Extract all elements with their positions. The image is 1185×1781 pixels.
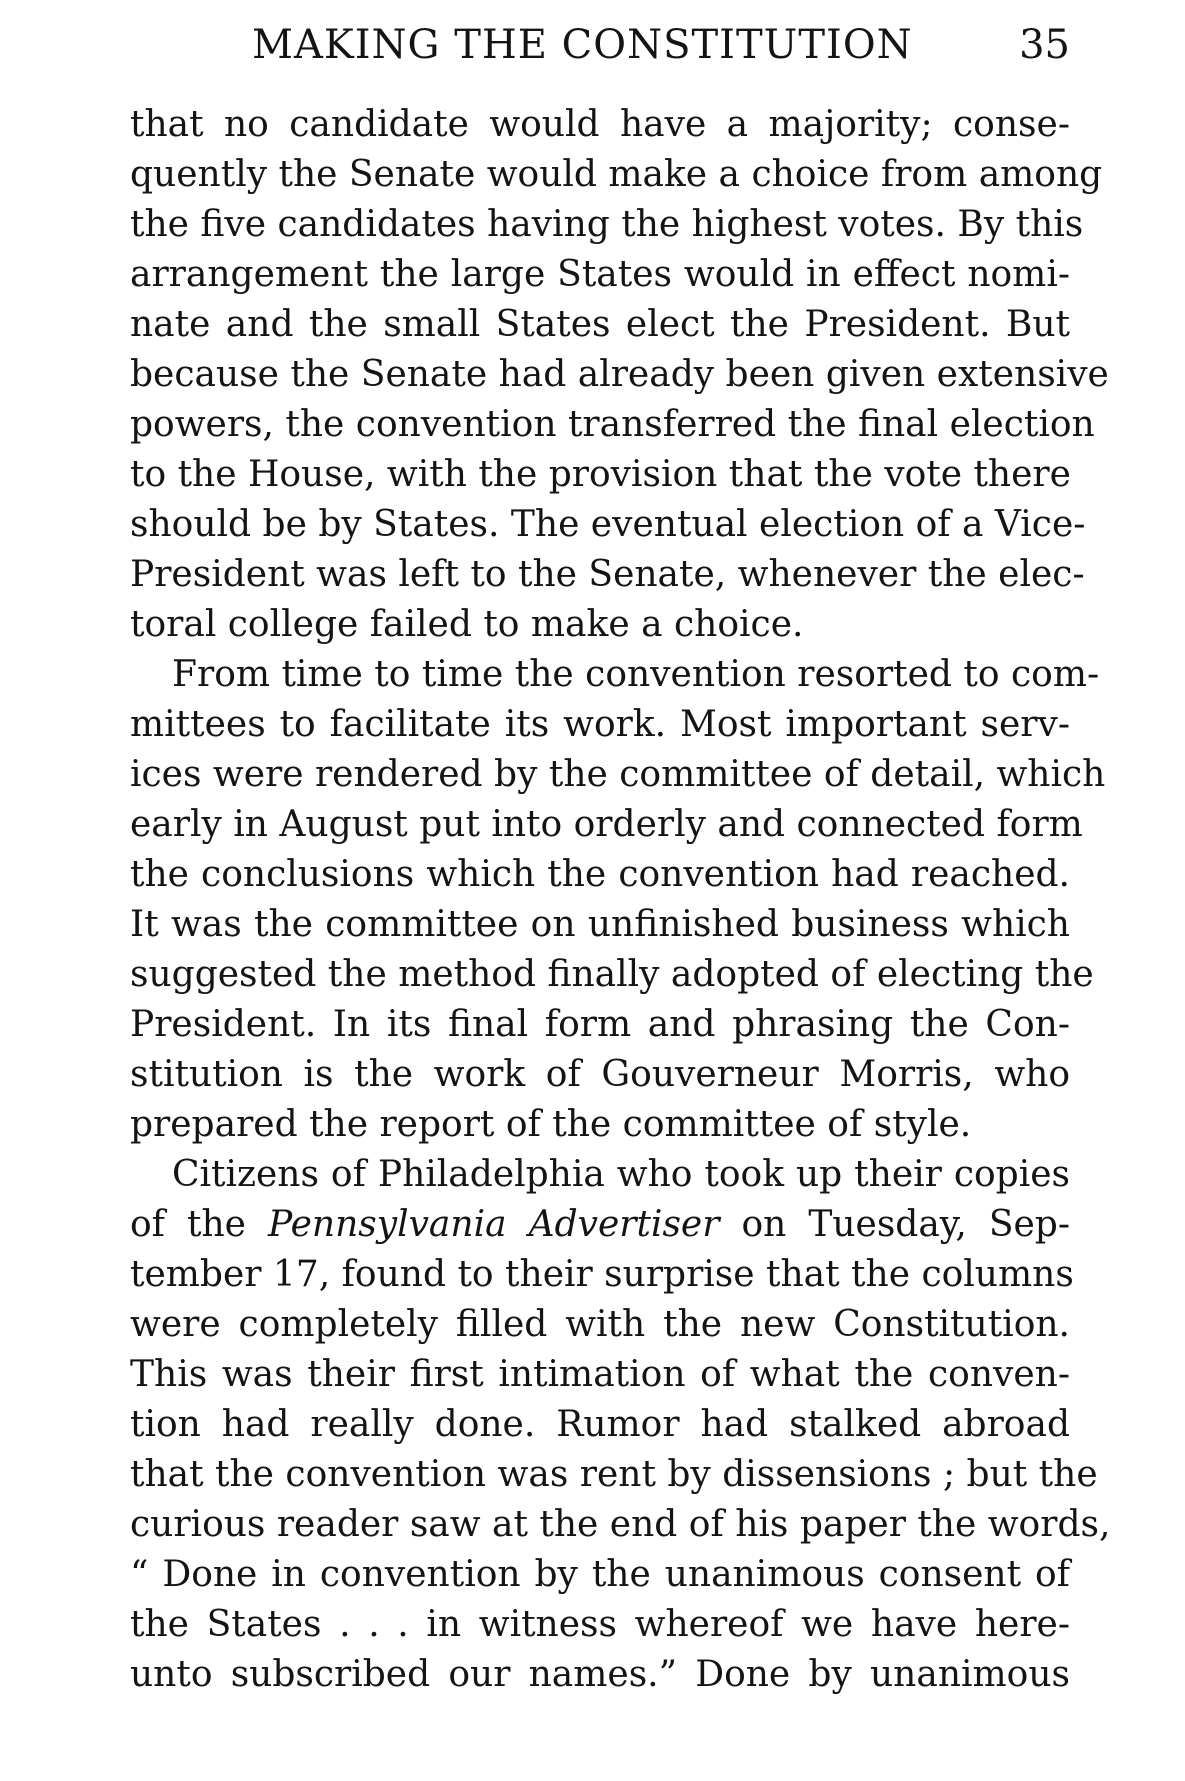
page-number: 35 <box>1019 22 1070 68</box>
text-line: President. In its final form and phrasing the Con- <box>130 1004 1070 1045</box>
text-line: Citizens of Philadelphia who took up their copies <box>172 1154 1070 1195</box>
text-line: stitution is the work of Gouverneur Morris, who <box>130 1054 1070 1095</box>
text-line: “ Done in convention by the unanimous consent of <box>130 1554 1070 1595</box>
text-line: tember 17, found to their surprise that the columns <box>130 1254 1074 1295</box>
text-line: curious reader saw at the end of his paper the words, <box>130 1504 1111 1545</box>
text-line: arrangement the large States would in effect nomi- <box>130 254 1070 295</box>
text-line: powers, the convention transferred the final election <box>130 404 1095 445</box>
text-line: This was their first intimation of what the conven- <box>130 1354 1070 1395</box>
text-line: that no candidate would have a majority; conse- <box>130 104 1070 145</box>
text-line: From time to time the convention resorted to com- <box>172 654 1100 695</box>
text-line: early in August put into orderly and connected form <box>130 804 1083 845</box>
text-line: that the convention was rent by dissensions ; but the <box>130 1454 1098 1495</box>
text-line: tion had really done. Rumor had stalked abroad <box>130 1404 1070 1445</box>
text-line: because the Senate had already been given extensive <box>130 354 1109 395</box>
text-run: of the <box>130 1204 268 1245</box>
text-line: It was the committee on unfinished business which <box>130 904 1070 945</box>
text-line: the five candidates having the highest votes. By this <box>130 204 1084 245</box>
text-line: President was left to the Senate, whenever the elec- <box>130 554 1085 595</box>
text-line: ices were rendered by the committee of detail, which <box>130 754 1106 795</box>
text-line: were completely filled with the new Constitution. <box>130 1304 1070 1345</box>
text-line: should be by States. The eventual election of a Vice- <box>130 504 1086 545</box>
text-run: on Tuesday, Sep- <box>719 1204 1070 1245</box>
text-line: toral college failed to make a choice. <box>130 604 804 645</box>
text-line: quently the Senate would make a choice from among <box>130 154 1103 195</box>
running-head <box>130 22 1070 82</box>
text-line: suggested the method finally adopted of electing the <box>130 954 1094 995</box>
text-line: the States . . . in witness whereof we have here- <box>130 1604 1070 1645</box>
body-text <box>130 100 1111 1700</box>
text-line: nate and the small States elect the President. But <box>130 304 1070 345</box>
text-line <box>130 1200 1070 1250</box>
running-title: MAKING THE CONSTITUTION <box>252 22 913 68</box>
text-line: to the House, with the provision that the vote there <box>130 454 1071 495</box>
text-line: mittees to facilitate its work. Most important serv- <box>130 704 1070 745</box>
text-line: unto subscribed our names.” Done by unanimous <box>130 1654 1070 1695</box>
newspaper-title: Pennsylvania Advertiser <box>267 1204 720 1245</box>
text-line: the conclusions which the convention had reached. <box>130 854 1070 895</box>
text-line: prepared the report of the committee of style. <box>130 1104 972 1145</box>
